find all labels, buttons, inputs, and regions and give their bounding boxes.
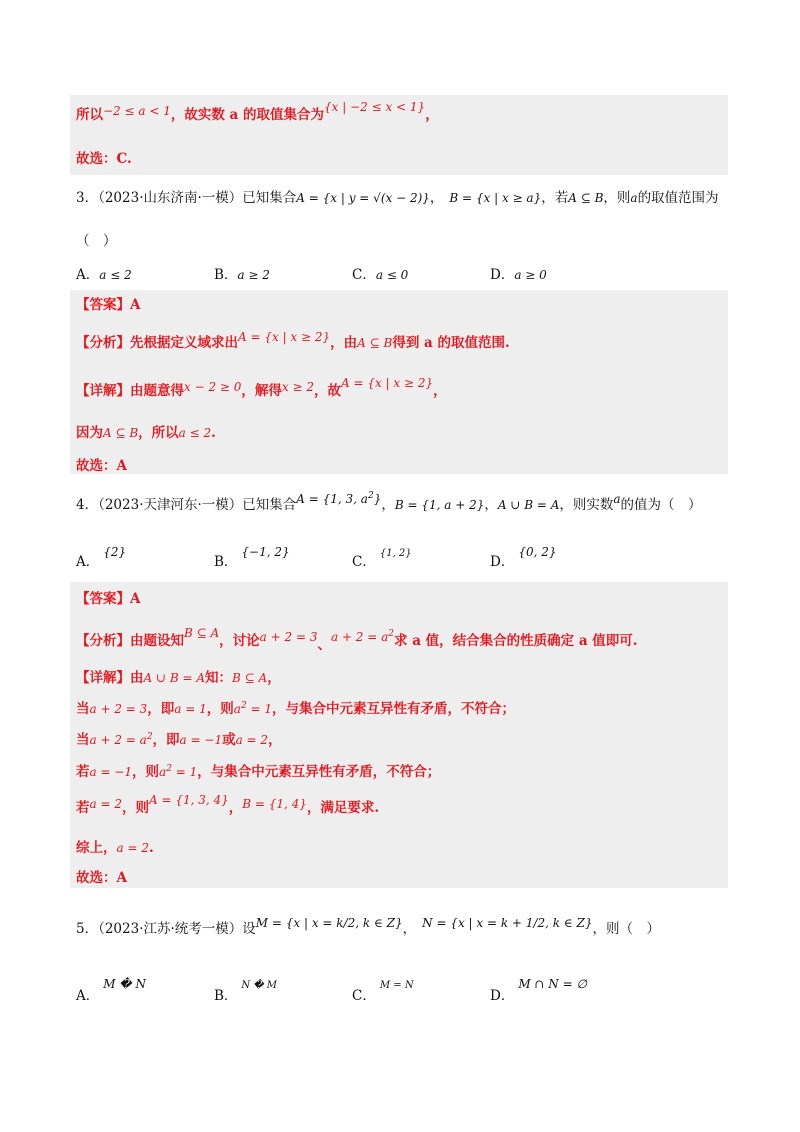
detail-line: 综上，a = 2. (76, 840, 154, 856)
detail-line: 若a = −1，则$a^2 = 1$，与集合中元素互异性有矛盾，不符合； (76, 764, 441, 780)
option-c[interactable]: C．M = N (352, 980, 414, 1004)
option-a[interactable]: A．{2} (76, 545, 127, 570)
question-3-paren: （ ） (76, 233, 117, 249)
answer-line: 【答案】A (76, 591, 141, 607)
choice-line: 故选：C. (76, 151, 132, 167)
question-4-stem: 4．（2023·天津河东·一模）已知集合A = {1, 3, $a^2$}，B = {1, a + 2}，A ∪ B = A，则实数a的值为（ ） (76, 491, 702, 513)
choice-line: 故选：A (76, 870, 127, 886)
option-d[interactable]: D．M ∩ N = ∅ (490, 977, 587, 1004)
question-5-stem: 5．（2023·江苏·统考一模）设M = {x | x = k/2, k ∈ Z}， N = {x | x = k + 1/2, k ∈ Z}，则（ ） (76, 916, 660, 937)
analysis-line: 【分析】先根据定义域求出A = {x | x ≥ 2}，由A ⊆ B得到 a 的取值范围. (76, 330, 510, 351)
option-a[interactable]: A．a ≤ 2 (76, 267, 132, 283)
option-d[interactable]: D．{0, 2} (490, 545, 557, 570)
solution-line: 所以−2 ≤ a < 1，故实数 a 的取值集合为{x | −2 ≤ x < 1}， (76, 100, 439, 123)
analysis-line: 【分析】由题设知B ⊆ A，讨论a + 2 = 3、$a + 2 = a^2$求 a 值，结合集合的性质确定 a 值即可. (76, 626, 638, 653)
option-d[interactable]: D．a ≥ 0 (490, 267, 547, 283)
question-3-stem: 3．（2023·山东济南·一模）已知集合A = {x | y = √(x − 2)}， B = {x | x ≥ a}，若A ⊆ B，则a的取值范围为 (76, 190, 719, 206)
option-c[interactable]: C．{1, 2} (352, 548, 412, 570)
detail-line: 【详解】由题意得x − 2 ≥ 0，解得x ≥ 2，故A = {x | x ≥ 2}， (76, 376, 447, 399)
detail-line: 【详解】由A ∪ B = A知：B ⊆ A， (76, 670, 281, 686)
option-b[interactable]: B．{−1, 2} (214, 545, 290, 570)
choice-line: 故选：A (76, 458, 127, 474)
answer-line: 【答案】A (76, 297, 141, 313)
option-b[interactable]: B．N � M (214, 980, 278, 1004)
option-a[interactable]: A．M � N (76, 977, 146, 1004)
detail-line: 若a = 2，则A = {1, 3, 4}，B = {1, 4}，满足要求. (76, 793, 380, 816)
option-c[interactable]: C．a ≤ 0 (352, 267, 409, 283)
option-b[interactable]: B．a ≥ 2 (214, 267, 270, 283)
detail-line: 当$a + 2 = a^2$，即a = −1或a = 2， (76, 732, 282, 748)
detail-line: 当a + 2 = 3，即a = 1，则$a^2 = 1$，与集合中元素互异性有矛盾，不符合； (76, 701, 515, 717)
detail-line: 因为A ⊆ B，所以a ≤ 2. (76, 425, 216, 441)
